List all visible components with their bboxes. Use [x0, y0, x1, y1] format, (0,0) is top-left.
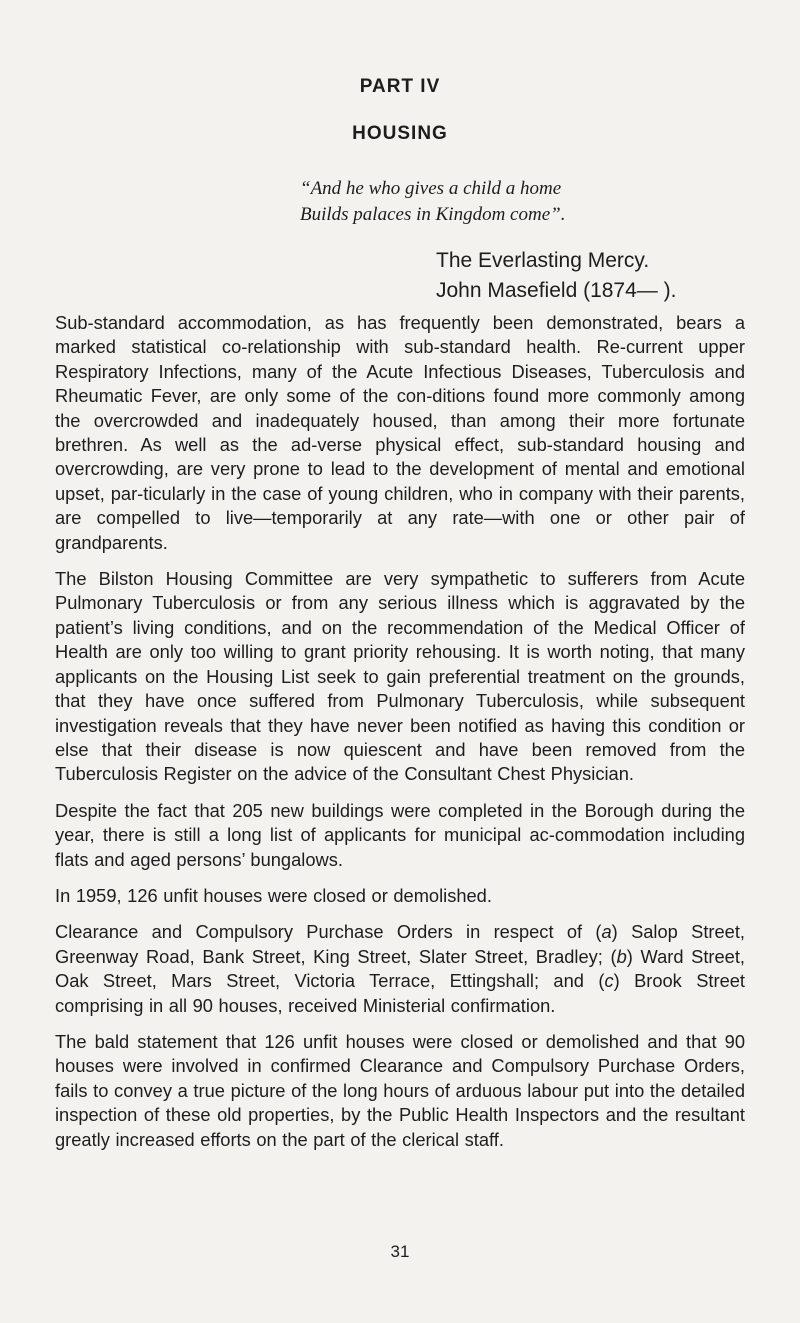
epigraph-line-2: Builds palaces in Kingdom come”. [300, 204, 566, 225]
paragraph-housing-committee: The Bilston Housing Committee are very sympathetic to sufferers from Acute Pulmonary Tuberculosis or from any serious illness which is aggravated by the patient’s living conditions, and on the recommendation of the Medical Officer of Health are only too willing to grant priority rehousing. It is worth noting, that many applicants on the Housing List seek to gain preferential treatment on the grounds, that they have once suffered from Pulmonary Tuberculosis, while subsequent investigation reveals that they have never been notified as having this condition or else that their disease is now quiescent and have been removed from the Tuberculosis Register on the advice of the Consultant Chest Physician. [55, 568, 745, 785]
body-text [55, 311, 745, 1164]
paragraph-substandard-accommodation: Sub-standard accommodation, as has frequently been demonstrated, bears a marked statistical co-relationship with sub-standard health. Re-current upper Respiratory Infections, many of the Acute Infectious Diseases, Tuberculosis and Rheumatic Fever, are only some of the con-ditions found more commonly among the overcrowded and inadequately housed, than among their more fortunate brethren. As well as the ad-verse physical effect, sub-standard housing and overcrowding, are very prone to lead to the development of mental and emotional upset, par-ticularly in the case of young children, who in company with their parents, are compelled to live—temporarily at any rate—with one or other pair of grandparents. [55, 312, 745, 553]
attribution-author: John Masefield (1874— ). [436, 279, 677, 302]
attribution-work: The Everlasting Mercy. [436, 249, 650, 272]
page-number: 31 [390, 1242, 410, 1261]
epigraph-attribution [436, 246, 676, 306]
section-heading: HOUSING [352, 123, 448, 144]
paragraph-unfit-houses: In 1959, 126 unfit houses were closed or demolished. [55, 884, 492, 906]
part-heading: PART IV [359, 76, 441, 97]
paragraph-new-buildings: Despite the fact that 205 new buildings were completed in the Borough during the year, there is still a long list of applicants for municipal ac-commodation including flats and aged persons’ bungalows. [55, 799, 745, 870]
paragraph-bald-statement: The bald statement that 126 unfit houses were closed or demolished and that 90 houses were involved in confirmed Clearance and Compulsory Purchase Orders, fails to convey a true picture of the long hours of arduous labour put into the detailed inspection of these old properties, by the Public Health Inspectors and the resultant greatly increased efforts on the part of the clerical staff. [55, 1030, 745, 1150]
epigraph-quote [300, 176, 565, 228]
paragraph-clearance-orders: Clearance and Compulsory Purchase Orders in respect of (a) Salop Street, Greenway Road, Bank Street, King Street, Slater Street, Bradley; (b) Ward Street, Oak Street, Mars Street, Victoria Terrace, Ettingshall; and (c) Brook Street comprising in all 90 houses, received Ministerial confirmation. [55, 921, 746, 1016]
epigraph-line-1: “And he who gives a child a home [300, 178, 562, 199]
